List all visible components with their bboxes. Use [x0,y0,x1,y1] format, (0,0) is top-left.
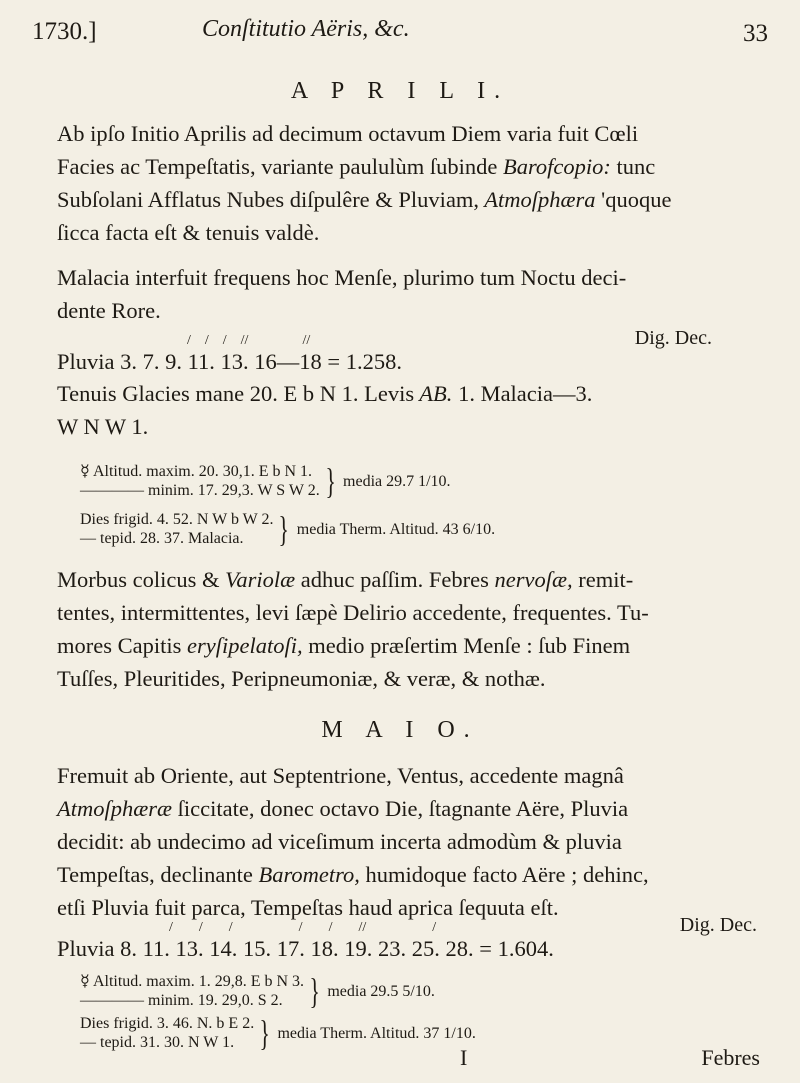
text-line: ſicca facta eſt & tenuis valdè. [57,220,320,245]
text-line: Ab ipſo Initio Aprilis ad decimum octavum Diem varia fuit Cœli [57,121,639,146]
cold-day: Dies frigid. 3. 46. N. b E 2. [80,1015,255,1032]
thermometer-block [80,510,495,548]
brace-icon: } [259,1013,271,1053]
barometer-max: ☿ Altitud. maxim. 20. 30,1. E b N 1. [80,463,313,480]
text-line: Tempeſtas, declinante Barometro, humidoque facto Aëre ; dehinc, [57,862,649,887]
warm-day: — tepid. 31. 30. N W 1. [80,1034,235,1051]
barometer-max: ☿ Altitud. maxim. 1. 29,8. E b N 3. [80,973,305,990]
april-wind-notes [57,377,757,443]
thermometer-mean: media Therm. Altitud. 43 6/10. [296,520,496,538]
text-line: Tuſſes, Pleuritides, Peripneumoniæ, & veræ, & nothæ. [57,666,546,691]
text-line: Malacia interfuit frequens hoc Menſe, plurimo tum Noctu deci- [57,265,627,290]
barometer-mean: media 29.7 1/10. [343,472,451,490]
text-line: mores Capitis eryſipelatoſi, medio præſertim Menſe : ſub Finem [57,633,631,658]
running-header [32,12,768,52]
thermometer-block [80,1014,476,1052]
catchword: Febres [701,1045,760,1070]
text-line: etſi Pluvia fuit parca, Tempeſtas haud aprica ſequuta eſt. [57,895,559,920]
text-line: dente Rore. [57,298,161,323]
text-line: W N W 1. [57,414,149,439]
may-observations [80,972,476,1052]
cold-day: Dies frigid. 4. 52. N W b W 2. [80,511,274,528]
april-rain-record [57,327,767,375]
brace-icon: } [309,971,320,1011]
signature-mark: I [460,1045,468,1070]
thermometer-mean: media Therm. Altitud. 37 1/10. [277,1024,476,1042]
barometer-min: ———— minim. 19. 29,0. S 2. [80,992,283,1009]
text-line: Morbus colicus & Variolæ adhuc paſſim. Febres nervoſæ, remit- [57,567,634,592]
text-line: tentes, intermittentes, levi ſæpè Delirio accedente, frequentes. Tu- [57,600,649,625]
text-line: Facies ac Tempeſtatis, variante paululùm ſubinde Barofcopio: tunc [57,154,656,179]
text-line: Tenuis Glacies mane 20. E b N 1. Levis AB. 1. Malacia—3. [57,381,593,406]
barometer-mean: media 29.5 5/10. [327,982,435,1000]
april-paragraph-diseases [57,563,757,695]
warm-day: — tepid. 28. 37. Malacia. [80,530,244,547]
rain-marks: / / / // // [187,333,311,348]
text-line: decidit: ab undecimo ad viceſimum incerta admodùm & pluvia [57,829,622,854]
april-observations [80,462,495,548]
rain-unit-label: Dig. Dec. [679,914,757,936]
may-heading: M A I O. [321,717,479,743]
barometer-min: ———— minim. 17. 29,3. W S W 2. [80,482,320,499]
brace-icon: } [325,461,336,501]
barometer-block [80,972,476,1010]
may-rain-record [57,914,767,962]
header-title: Conſtitutio Aëris, &c. [202,16,410,42]
april-heading: A P R I L I. [290,78,510,104]
brace-icon: } [278,509,290,549]
text-line: Subſolani Afflatus Nubes diſpulêre & Pluviam, Atmoſphæra 'quoque [57,187,672,212]
rain-unit-label: Dig. Dec. [634,327,712,349]
page-number: 33 [743,20,768,47]
april-paragraph-malacia [57,261,757,327]
rain-line: Pluvia 8. 11. 13. 14. 15. 17. 18. 19. 23. 25. 28. = 1.604. [57,936,554,961]
header-year: 1730.] [32,18,97,45]
rain-marks: / / / / / // / [169,920,437,935]
rain-line: Pluvia 3. 7. 9. 11. 13. 16—18 = 1.258. [57,349,402,374]
may-paragraph-weather [57,759,757,924]
barometer-block [80,462,495,500]
april-paragraph-weather [57,117,757,249]
text-line: Atmoſphæræ ſiccitate, donec octavo Die, ſtagnante Aëre, Pluvia [57,796,629,821]
text-line: Fremuit ab Oriente, aut Septentrione, Ventus, accedente magnâ [57,763,624,788]
